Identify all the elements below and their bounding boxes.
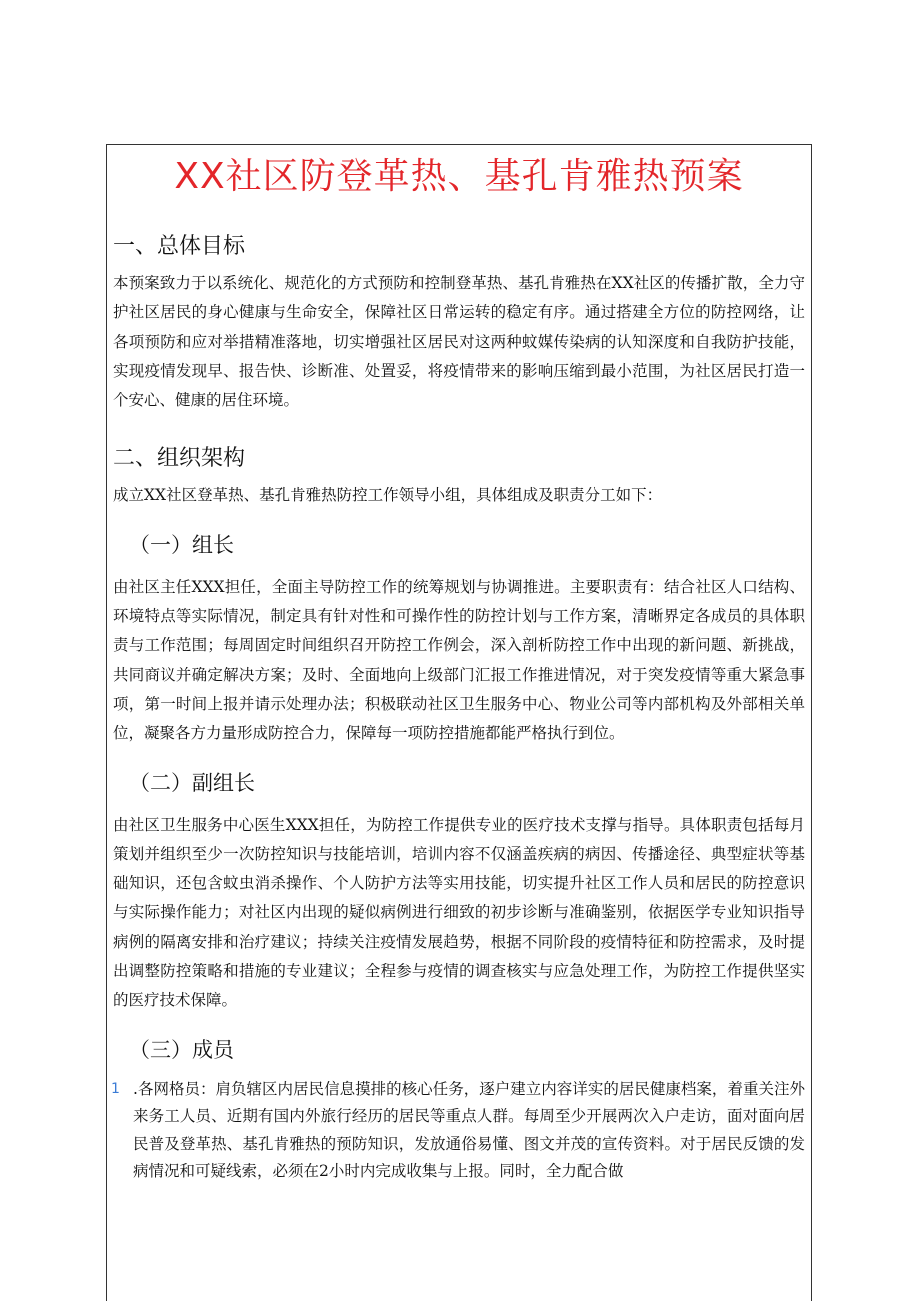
section-heading-goals: 一、总体目标 — [113, 234, 246, 259]
document-page — [106, 144, 812, 1301]
subsection-body-deputy: 由社区卫生服务中心医生XXX担任，为防控工作提供专业的医疗技术支撑与指导。具体职责包括每月策划并组织至少一次防控知识与技能培训，培训内容不仅涵盖疾病的病因、传播途径、典型症状等基础知识，还包含蚊虫消杀操作、个人防护方法等实用技能，切实提升社区工作人员和居民的防控意识与实际操作能力；对社区内出现的疑似病例进行细致的初步诊断与准确鉴别，依据医学专业知识指导病例的隔离安排和治疗建议；持续关注疫情发展趋势，根据不同阶段的疫情特征和防控需求，及时提出调整防控策略和措施的专业建议；全程参与疫情的调查核实与应急处理工作，为防控工作提供坚实的医疗技术保障。 — [113, 815, 805, 1010]
list-number: 1 — [111, 1080, 120, 1097]
list-item — [111, 1076, 805, 1186]
section-body-goals: 本预案致力于以系统化、规范化的方式预防和控制登革热、基孔肯雅热在XX社区的传播扩散，全力守护社区居民的身心健康与生命安全，保障社区日常运转的稳定有序。通过搭建全方位的防控网络，让各项预防和应对举措精准落地，切实增强社区居民对这两种蚊媒传染病的认知深度和自我防护技能，实现疫情发现早、报告快、诊断准、处置妥，将疫情带来的影响压缩到最小范围，为社区居民打造一个安心、健康的居住环境。 — [113, 274, 805, 410]
section-intro-organization: 成立XX社区登革热、基孔肯雅热防控工作领导小组，具体组成及职责分工如下： — [113, 486, 663, 505]
subsection-heading-deputy: （二）副组长 — [129, 770, 255, 795]
subsection-body-leader: 由社区主任XXX担任，全面主导防控工作的统筹规划与协调推进。主要职责有：结合社区人口结构、环境特点等实际情况，制定具有针对性和可操作性的防控计划与工作方案，清晰界定各成员的具体职责与工作范围；每周固定时间组织召开防控工作例会，深入剖析防控工作中出现的新问题、新挑战，共同商议并确定解决方案；及时、全面地向上级部门汇报工作推进情况，对于突发疫情等重大紧急事项，第一时间上报并请示处理办法；积极联动社区卫生服务中心、物业公司等内部机构及外部相关单位，凝聚各方力量形成防控合力，保障每一项防控措施都能严格执行到位。 — [113, 577, 805, 743]
subsection-heading-members: （三）成员 — [129, 1037, 234, 1062]
list-item-text: .各网格员：肩负辖区内居民信息摸排的核心任务，逐户建立内容详实的居民健康档案，着重关注外来务工人员、近期有国内外旅行经历的居民等重点人群。每周至少开展两次入户走访，面对面向居民普及登革热、基孔肯雅热的预防知识，发放通俗易懂、图文并茂的宣传资料。对于居民反馈的发病情况和可疑线索，必须在2小时内完成收集与上报。同时，全力配合做 — [133, 1079, 805, 1181]
subsection-heading-leader: （一）组长 — [129, 532, 234, 557]
document-title: XX社区防登革热、基孔肯雅热预案 — [174, 156, 744, 197]
section-heading-organization: 二、组织架构 — [113, 446, 246, 472]
